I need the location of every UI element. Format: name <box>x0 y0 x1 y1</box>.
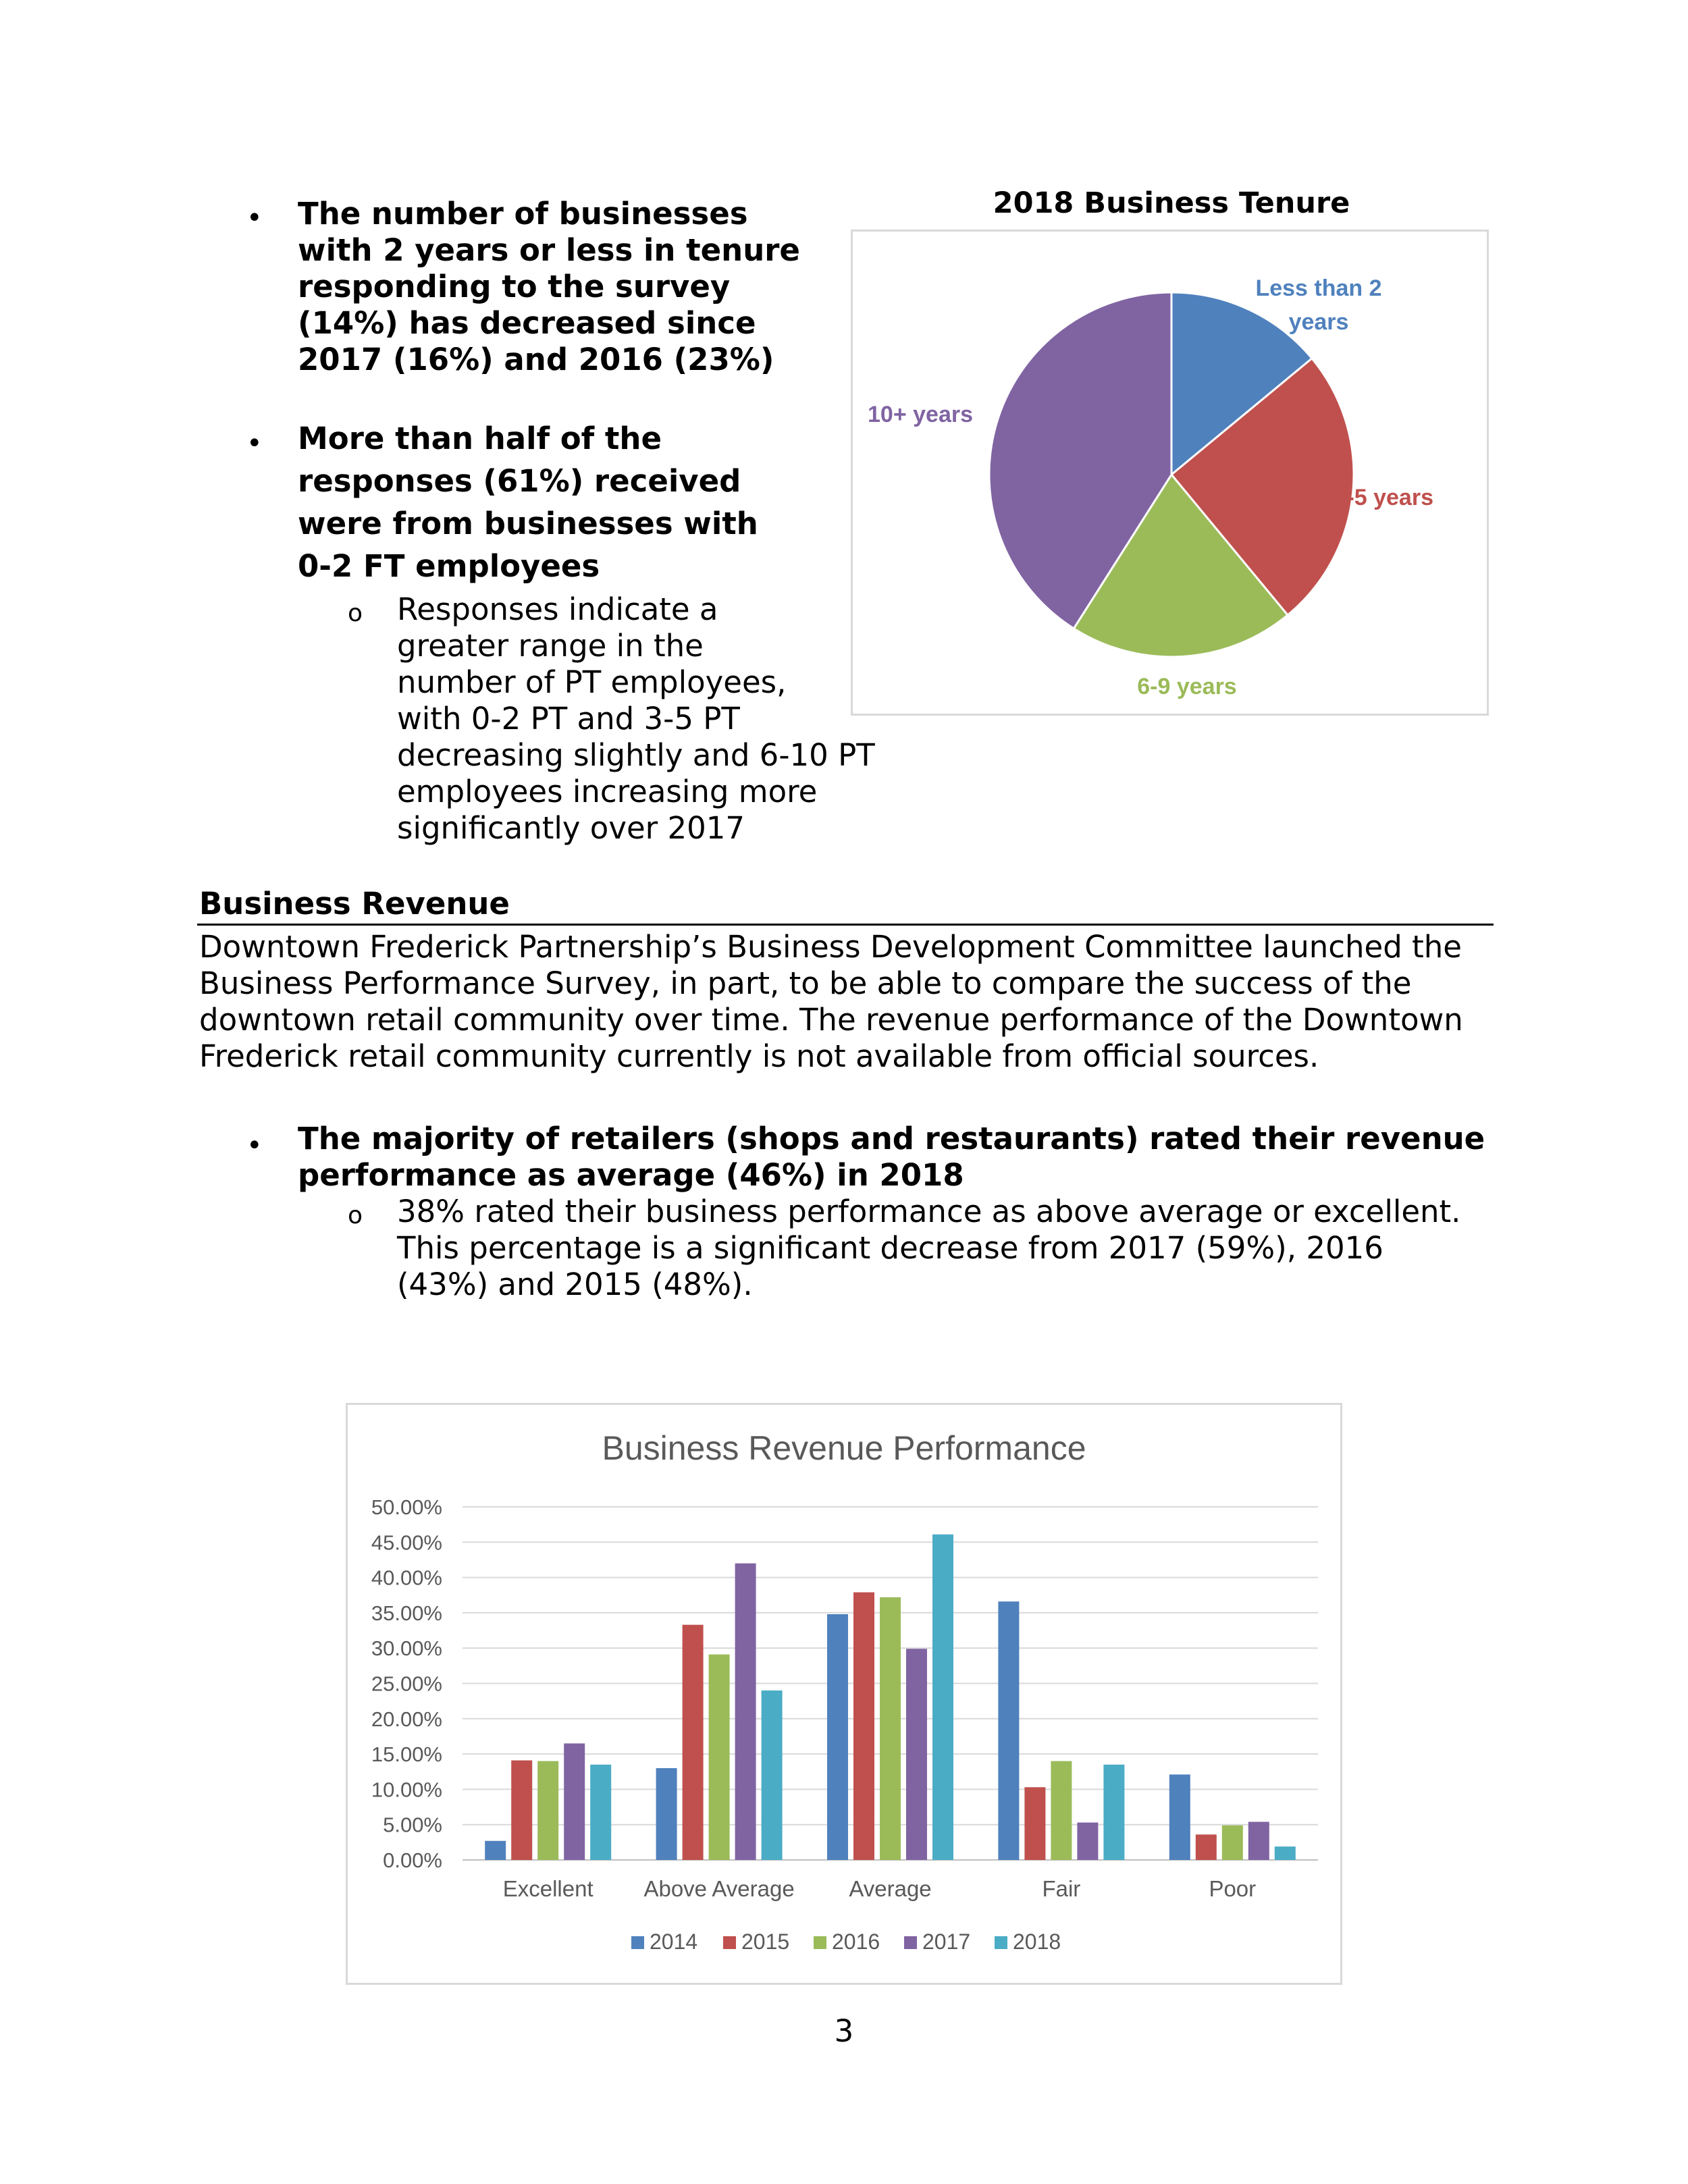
text-line: More than half of the <box>298 421 662 456</box>
section-heading: Business Revenue <box>199 886 510 922</box>
bar-2016-0 <box>537 1761 558 1860</box>
bar-2016-4 <box>1222 1826 1243 1860</box>
text-line: The majority of retailers (shops and restaurants) rated their revenue <box>298 1121 1485 1156</box>
text-line: responding to the survey <box>298 269 731 304</box>
text-line: 38% rated their business performance as above average or excellent. <box>397 1194 1461 1229</box>
bar-2018-3 <box>1103 1765 1124 1860</box>
pie-chart <box>853 232 1491 718</box>
text-line: (14%) has decreased since <box>298 305 756 341</box>
text-line: Frederick retail community currently is not available from official sources. <box>199 1038 1319 1074</box>
bar-2018-1 <box>762 1690 783 1860</box>
text-line: significantly over 2017 <box>397 810 745 846</box>
legend-label: 2016 <box>832 1929 880 1954</box>
sub-bullet-marker: o <box>348 1202 363 1229</box>
pie-label <box>1137 674 1236 699</box>
legend-swatch-2018 <box>995 1936 1007 1949</box>
text-line: decreasing slightly and 6-10 PT <box>397 737 875 773</box>
category-label: Fair <box>1042 1876 1081 1901</box>
legend-label: 2014 <box>650 1929 698 1954</box>
pie-chart-frame <box>851 230 1489 716</box>
bullet-tenure-text <box>298 196 838 378</box>
bar-2017-4 <box>1248 1822 1269 1860</box>
y-tick-label: 35.00% <box>371 1601 442 1625</box>
bar-2014-0 <box>485 1841 506 1860</box>
bar-2016-2 <box>880 1597 901 1860</box>
text-line: Downtown Frederick Partnership’s Business Development Committee launched the <box>199 929 1462 965</box>
legend-swatch-2016 <box>814 1936 826 1949</box>
bar-2017-1 <box>735 1564 756 1860</box>
text-line: downtown retail community over time. The revenue performance of the Downtown <box>199 1002 1463 1038</box>
bar-2018-4 <box>1275 1846 1296 1860</box>
sub-bullet-pt-text <box>397 591 910 847</box>
text-line: Business Performance Survey, in part, to be able to compare the success of the <box>199 965 1412 1001</box>
y-tick-label: 20.00% <box>371 1707 442 1731</box>
bullet-marker: • <box>246 428 263 459</box>
text-line: performance as average (46%) in 2018 <box>298 1157 964 1193</box>
y-tick-label: 45.00% <box>371 1530 442 1555</box>
pie-label <box>868 402 973 427</box>
text-line: were from businesses with <box>298 506 758 541</box>
bar-2014-2 <box>827 1614 848 1860</box>
sub-bullet-marker: o <box>348 600 363 627</box>
text-line: with 2 years or less in tenure <box>298 232 800 268</box>
category-label: Above Average <box>643 1876 795 1901</box>
y-tick-label: 0.00% <box>383 1848 442 1872</box>
legend-swatch-2017 <box>904 1936 917 1949</box>
text-line: 0-2 FT employees <box>298 548 600 584</box>
bar-2017-2 <box>906 1649 927 1860</box>
bar-2014-4 <box>1169 1774 1190 1860</box>
pie-chart-title: 2018 Business Tenure <box>993 186 1350 220</box>
pie-label-line: 2-5 years <box>1334 485 1433 510</box>
y-tick-label: 40.00% <box>371 1566 442 1590</box>
bullet-marker: • <box>246 203 263 234</box>
bar-chart <box>348 1405 1340 1983</box>
y-tick-label: 10.00% <box>371 1778 442 1802</box>
bar-2017-3 <box>1077 1823 1098 1860</box>
bar-2014-1 <box>656 1768 677 1860</box>
y-tick-label: 25.00% <box>371 1672 442 1696</box>
bar-chart-title: Business Revenue Performance <box>602 1429 1086 1467</box>
y-tick-label: 5.00% <box>383 1813 442 1837</box>
bar-2015-4 <box>1196 1834 1217 1860</box>
text-line: This percentage is a significant decrease from 2017 (59%), 2016 <box>397 1230 1383 1266</box>
bar-chart-frame <box>346 1403 1342 1985</box>
bar-2018-2 <box>932 1535 953 1860</box>
text-line: number of PT employees, <box>397 664 787 700</box>
text-line: responses (61%) received <box>298 463 741 499</box>
pie-label-line: years <box>1288 309 1349 335</box>
text-line: Responses indicate a <box>397 591 718 627</box>
page-number: 3 <box>834 2013 854 2049</box>
bar-2017-0 <box>564 1743 585 1860</box>
section-rule <box>197 924 1494 926</box>
bar-2018-0 <box>590 1765 611 1860</box>
bullet-revenue-text <box>298 1121 1513 1194</box>
bar-2015-2 <box>853 1593 874 1860</box>
sub-bullet-revenue-text <box>397 1194 1531 1303</box>
pie-label-line: 10+ years <box>868 402 973 427</box>
pie-label-line: 6-9 years <box>1137 674 1237 699</box>
text-line: (43%) and 2015 (48%). <box>397 1267 753 1302</box>
pie-label-line: Less than 2 <box>1255 275 1382 301</box>
text-line: employees increasing more <box>397 774 818 809</box>
category-label: Excellent <box>502 1876 594 1901</box>
legend-swatch-2014 <box>631 1936 644 1949</box>
bar-2016-3 <box>1051 1761 1072 1860</box>
bar-2015-0 <box>511 1761 532 1860</box>
category-label: Poor <box>1209 1876 1257 1901</box>
legend-label: 2018 <box>1013 1929 1061 1954</box>
category-label: Average <box>849 1876 932 1901</box>
text-line: greater range in the <box>397 628 704 664</box>
text-line: 2017 (16%) and 2016 (23%) <box>298 342 774 377</box>
y-tick-label: 15.00% <box>371 1742 442 1767</box>
legend-label: 2015 <box>741 1929 790 1954</box>
pie-label <box>1334 485 1433 510</box>
bar-2014-3 <box>998 1601 1019 1860</box>
bullet-marker: • <box>246 1130 263 1161</box>
section-paragraph <box>199 929 1523 1075</box>
y-tick-label: 50.00% <box>371 1495 442 1519</box>
legend-label: 2017 <box>922 1929 971 1954</box>
text-line: with 0-2 PT and 3-5 PT <box>397 701 740 737</box>
legend-swatch-2015 <box>723 1936 736 1949</box>
bar-2015-1 <box>683 1625 704 1860</box>
bullet-employees-text <box>298 417 838 587</box>
bar-2016-1 <box>709 1655 730 1860</box>
bar-2015-3 <box>1024 1787 1045 1860</box>
y-tick-label: 30.00% <box>371 1636 442 1661</box>
text-line: The number of businesses <box>298 196 748 232</box>
